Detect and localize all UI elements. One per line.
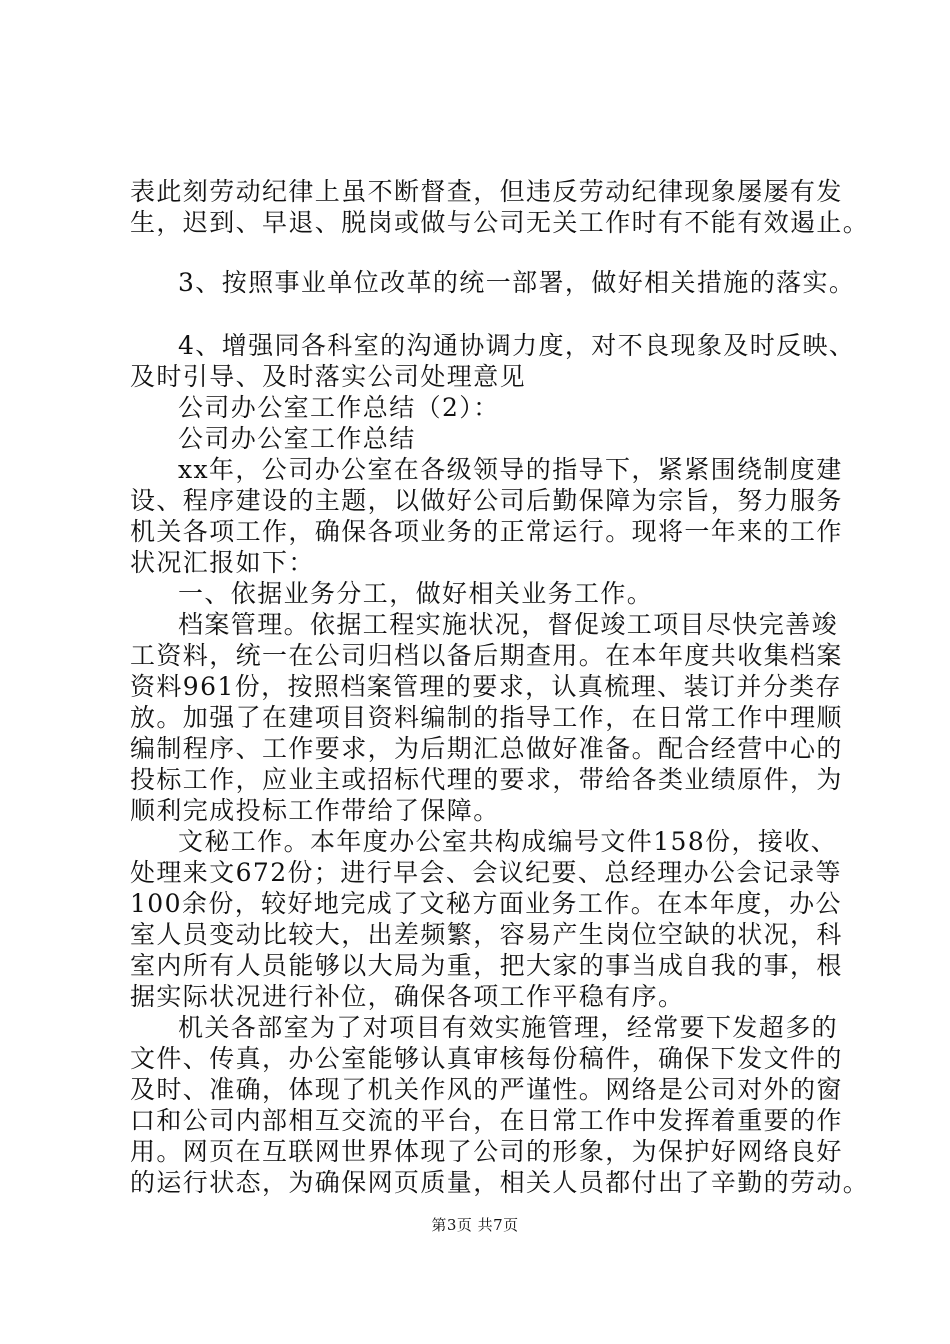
paragraph-line: 顺利完成投标工作带给了保障。: [130, 796, 500, 825]
paragraph-line: xx年，公司办公室在各级领导的指导下，紧紧围绕制度建: [178, 455, 843, 484]
page-number-footer: 第3页 共7页: [431, 1216, 519, 1234]
paragraph-line: 3、按照事业单位改革的统一部署，做好相关措施的落实。: [178, 268, 856, 297]
paragraph-line: 及时、准确，体现了机关作风的严谨性。网络是公司对外的窗: [130, 1075, 843, 1104]
paragraph-line: 据实际状况进行补位，确保各项工作平稳有序。: [130, 982, 685, 1011]
paragraph-line: 状况汇报如下：: [130, 548, 315, 577]
paragraph-line: 文件、传真，办公室能够认真审核每份稿件，确保下发文件的: [130, 1044, 843, 1073]
document-title: 公司办公室工作总结: [178, 424, 416, 453]
section-heading: 一、依据业务分工，做好相关业务工作。: [178, 579, 654, 608]
paragraph-line: 生，迟到、早退、脱岗或做与公司无关工作时有不能有效遏止。: [130, 208, 870, 237]
paragraph-line: 表此刻劳动纪律上虽不断督查，但违反劳动纪律现象屡屡有发: [130, 177, 843, 206]
paragraph-line: 室内所有人员能够以大局为重，把大家的事当成自我的事，根: [130, 951, 843, 980]
paragraph-line: 资料961份，按照档案管理的要求，认真梳理、装订并分类存: [130, 672, 842, 701]
paragraph-line: 编制程序、工作要求，为后期汇总做好准备。配合经营中心的: [130, 734, 843, 763]
paragraph-line: 档案管理。依据工程实施状况，督促竣工项目尽快完善竣: [178, 610, 839, 639]
paragraph-line: 4、增强同各科室的沟通协调力度，对不良现象及时反映、: [178, 331, 856, 360]
paragraph-line: 机关各项工作，确保各项业务的正常运行。现将一年来的工作: [130, 517, 843, 546]
paragraph-line: 放。加强了在建项目资料编制的指导工作，在日常工作中理顺: [130, 703, 843, 732]
paragraph-line: 工资料，统一在公司归档以备后期查用。在本年度共收集档案: [130, 641, 843, 670]
paragraph-line: 100余份，较好地完成了文秘方面业务工作。在本年度，办公: [130, 889, 842, 918]
paragraph-line: 用。网页在互联网世界体现了公司的形象，为保护好网络良好: [130, 1137, 843, 1166]
paragraph-line: 设、程序建设的主题，以做好公司后勤保障为宗旨，努力服务: [130, 486, 843, 515]
paragraph-line: 处理来文672份；进行早会、会议纪要、总经理办公会记录等: [130, 858, 842, 887]
paragraph-line: 文秘工作。本年度办公室共构成编号文件158份，接收、: [178, 827, 838, 856]
paragraph-line: 投标工作，应业主或招标代理的要求，带给各类业绩原件，为: [130, 765, 843, 794]
paragraph-line: 的运行状态，为确保网页质量，相关人员都付出了辛勤的劳动。: [130, 1168, 870, 1197]
paragraph-line: 机关各部室为了对项目有效实施管理，经常要下发超多的: [178, 1013, 839, 1042]
paragraph-line: 及时引导、及时落实公司处理意见: [130, 362, 527, 391]
section-heading: 公司办公室工作总结（2）：: [178, 393, 500, 422]
paragraph-line: 室人员变动比较大，出差频繁，容易产生岗位空缺的状况，科: [130, 920, 843, 949]
paragraph-line: 口和公司内部相互交流的平台，在日常工作中发挥着重要的作: [130, 1106, 843, 1135]
